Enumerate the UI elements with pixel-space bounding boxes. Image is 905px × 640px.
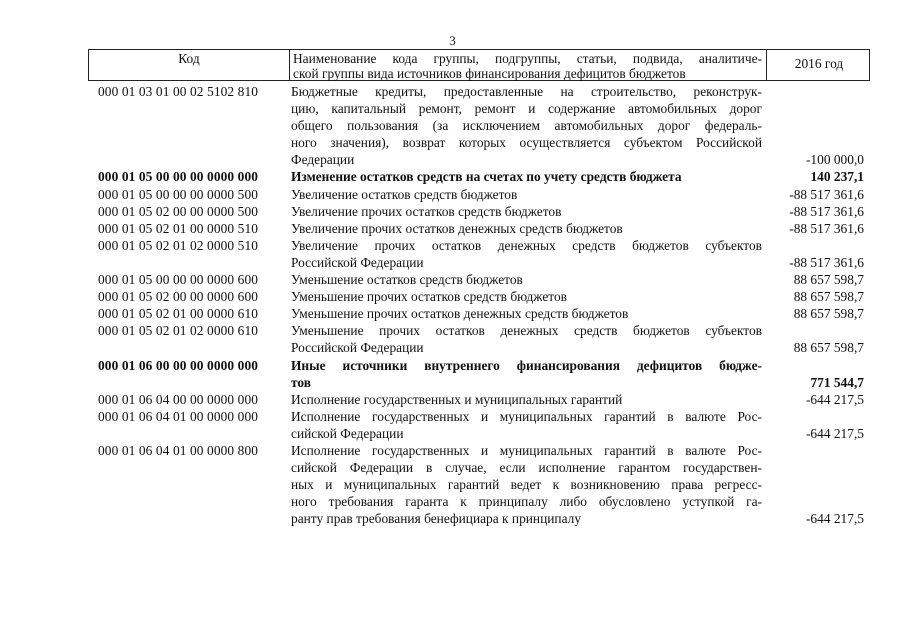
table-body <box>88 83 870 527</box>
row-name-line: тов <box>291 374 311 390</box>
table-row <box>88 408 870 442</box>
row-value: 88 657 598,7 <box>793 289 864 305</box>
row-name-line: ных и муниципальных гарантий ведет к возникновению права регресс- <box>291 477 762 493</box>
row-code: 000 01 05 02 01 02 0000 510 <box>98 237 259 253</box>
row-name-line: Увеличение прочих остатков денежных средств бюджетов субъектов <box>291 237 762 253</box>
row-name-line: сийской Федерации <box>291 425 404 441</box>
row-name-line: Российской Федерации <box>291 254 424 270</box>
row-name-line: ного требования гаранта к принципалу либо обусловлено уступкой га- <box>291 494 762 510</box>
row-name-line: Исполнение государственных и муниципальных гарантий <box>291 391 623 407</box>
row-value: -88 517 361,6 <box>789 186 864 202</box>
row-value: 88 657 598,7 <box>793 340 864 356</box>
row-name <box>288 271 766 288</box>
row-value: 88 657 598,7 <box>793 272 864 288</box>
row-name-line: Увеличение прочих остатков средств бюджетов <box>291 203 562 219</box>
row-name <box>288 203 766 220</box>
row-name <box>288 220 766 237</box>
row-code: 000 01 05 02 00 00 0000 600 <box>98 289 259 305</box>
row-code: 000 01 05 02 01 00 0000 510 <box>98 220 259 236</box>
row-value: -88 517 361,6 <box>789 203 864 219</box>
row-value: 88 657 598,7 <box>793 306 864 322</box>
row-name-line: Российской Федерации <box>291 340 424 356</box>
table-header <box>88 49 870 81</box>
row-name <box>288 408 766 442</box>
row-name <box>288 83 766 168</box>
row-value: -100 000,0 <box>805 152 864 168</box>
table-row <box>88 220 870 237</box>
header-name-line: ской группы вида источников финансирования дефицитов бюджетов <box>293 66 686 81</box>
row-code: 000 01 06 00 00 00 0000 000 <box>98 357 259 373</box>
table-row <box>88 357 870 391</box>
row-name-line: Бюджетные кредиты, предоставленные на строительство, реконструк- <box>291 84 762 99</box>
row-code: 000 01 03 01 00 02 5102 810 <box>98 84 259 99</box>
row-value: 771 544,7 <box>810 374 864 390</box>
row-name <box>288 186 766 203</box>
table-row <box>88 322 870 356</box>
row-name <box>288 305 766 322</box>
row-name-line: Уменьшение прочих остатков денежных средств бюджетов <box>291 306 629 322</box>
row-name-line: Увеличение прочих остатков денежных средств бюджетов <box>291 220 623 236</box>
row-code: 000 01 05 00 00 00 0000 600 <box>98 272 259 288</box>
header-name-line: Наименование кода группы, подгруппы, статьи, подвида, аналитиче- <box>293 51 762 66</box>
table-row <box>88 391 870 408</box>
row-name-line: цию, капитальный ремонт, ремонт и содержание автомобильных дорог <box>291 101 762 117</box>
row-name-line: Исполнение государственных и муниципальных гарантий в валюте Рос- <box>291 408 762 424</box>
row-name <box>288 288 766 305</box>
row-value: -644 217,5 <box>805 511 864 527</box>
row-name-line: ного значения), возврат которых осуществляется субъектом Российской <box>291 135 762 151</box>
row-name <box>288 357 766 391</box>
row-name-line: Исполнение государственных и муниципальных гарантий в валюте Рос- <box>291 442 762 458</box>
row-value: -644 217,5 <box>805 425 864 441</box>
row-code: 000 01 06 04 01 00 0000 000 <box>98 408 259 424</box>
row-name <box>288 168 766 185</box>
table-row <box>88 203 870 220</box>
row-name-line: ранту прав требования бенефициара к принципалу <box>291 511 582 527</box>
page-number: 3 <box>449 33 456 48</box>
row-name-line: Уменьшение остатков средств бюджетов <box>291 272 523 288</box>
row-name-line: сийской Федерации в случае, если исполнение гарантом государствен- <box>291 460 762 476</box>
row-name-line: Иные источники внутреннего финансирования дефицитов бюдже- <box>291 357 762 373</box>
row-name-line: Изменение остатков средств на счетах по учету средств бюджета <box>291 169 682 185</box>
table-row <box>88 442 870 527</box>
row-value: 140 237,1 <box>810 169 864 185</box>
row-name-line: Уменьшение прочих остатков средств бюджетов <box>291 289 567 305</box>
row-code: 000 01 06 04 00 00 0000 000 <box>98 391 259 407</box>
row-code: 000 01 05 02 01 02 0000 610 <box>98 323 259 339</box>
row-value: -88 517 361,6 <box>789 254 864 270</box>
row-name-line: Федерации <box>291 152 355 168</box>
table-row <box>88 168 870 185</box>
row-value: -88 517 361,6 <box>789 220 864 236</box>
header-name <box>289 50 767 80</box>
row-code: 000 01 05 02 00 00 0000 500 <box>98 203 259 219</box>
row-name-line: общего пользования (за исключением автомобильных дорог федераль- <box>291 118 762 134</box>
row-name <box>288 442 766 527</box>
table-row <box>88 186 870 203</box>
header-code: Код <box>178 51 200 66</box>
row-name <box>288 237 766 271</box>
row-name-line: Уменьшение прочих остатков денежных средств бюджетов субъектов <box>291 323 762 339</box>
row-name <box>288 391 766 408</box>
row-value: -644 217,5 <box>805 391 864 407</box>
row-code: 000 01 05 02 01 00 0000 610 <box>98 306 259 322</box>
table-row <box>88 305 870 322</box>
table-row <box>88 271 870 288</box>
header-year: 2016 год <box>794 56 844 71</box>
row-code: 000 01 06 04 01 00 0000 800 <box>98 442 259 458</box>
row-code: 000 01 05 00 00 00 0000 500 <box>98 186 259 202</box>
table-row <box>88 237 870 271</box>
row-name <box>288 322 766 356</box>
table-row <box>88 288 870 305</box>
table-row <box>88 83 870 168</box>
row-name-line: Увеличение остатков средств бюджетов <box>291 186 518 202</box>
row-code: 000 01 05 00 00 00 0000 000 <box>98 169 259 185</box>
